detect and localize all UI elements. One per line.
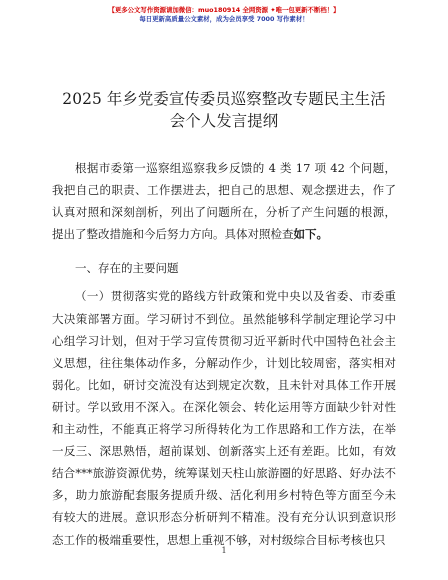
document-title (40, 88, 408, 132)
intro-text: 根据市委第一巡察组巡察我乡反馈的 4 类 17 项 42 个问题，我把自己的职责、工作摆进去，把自己的思想、观念摆进去，作了认真对照和深刻剖析，列出了问题所在，分析了产生问题的根源，提出了整改措施和今后努力方向。具体对照检查 (52, 161, 396, 242)
document-body (52, 157, 396, 551)
page-number: 1 (221, 546, 227, 555)
body-paragraph: （一）贯彻落实党的路线方针政策和党中央以及省委、市委重大决策部署方面。学习研讨不到位。虽然能够科学制定理论学习中心组学习计划，但对于学习宣传贯彻习近平新时代中国特色社会主义思想，往往集体动作多，分解动作少，计划比较周密，落实相对弱化。比如，研讨交流没有达到规定次数，且未针对具体工作开展研讨。学以致用不深入。在深化领会、转化运用等方面缺少针对性和主动性，不能真正将学习所得转化为工作思路和工作方法，在举一反三、深思熟悟，超前谋划、创新落实上还有差距。比如，有效结合***旅游资源优势，统筹谋划天柱山旅游圈的好思路、好办法不多，助力旅游配套服务提质升级、活化利用乡村特色等方面至今未有较大的进展。意识形态分析研判不精准。没有充分认识到意识形态工作的极端重要性，思想上重视不够，对村级综合目标考核也只 (52, 289, 396, 547)
promo-banner (0, 6, 448, 24)
promo-banner-line2: 每日更新高质量公文素材，成为会员享受 7000 写作素材！ (139, 15, 309, 23)
promo-banner-line1: 【更多公文写作资源请加微信：muo180914 全网资源 ✦唯一包更新不断档！】 (108, 6, 340, 14)
intro-tail: 如下。 (293, 227, 328, 242)
section-heading: 一、存在的主要问题 (75, 261, 179, 276)
document-title-line1: 2025 年乡党委宣传委员巡察整改专题民主生活 (62, 90, 386, 108)
document-title-line2: 会个人发言提纲 (169, 112, 279, 130)
intro-paragraph (52, 157, 396, 245)
